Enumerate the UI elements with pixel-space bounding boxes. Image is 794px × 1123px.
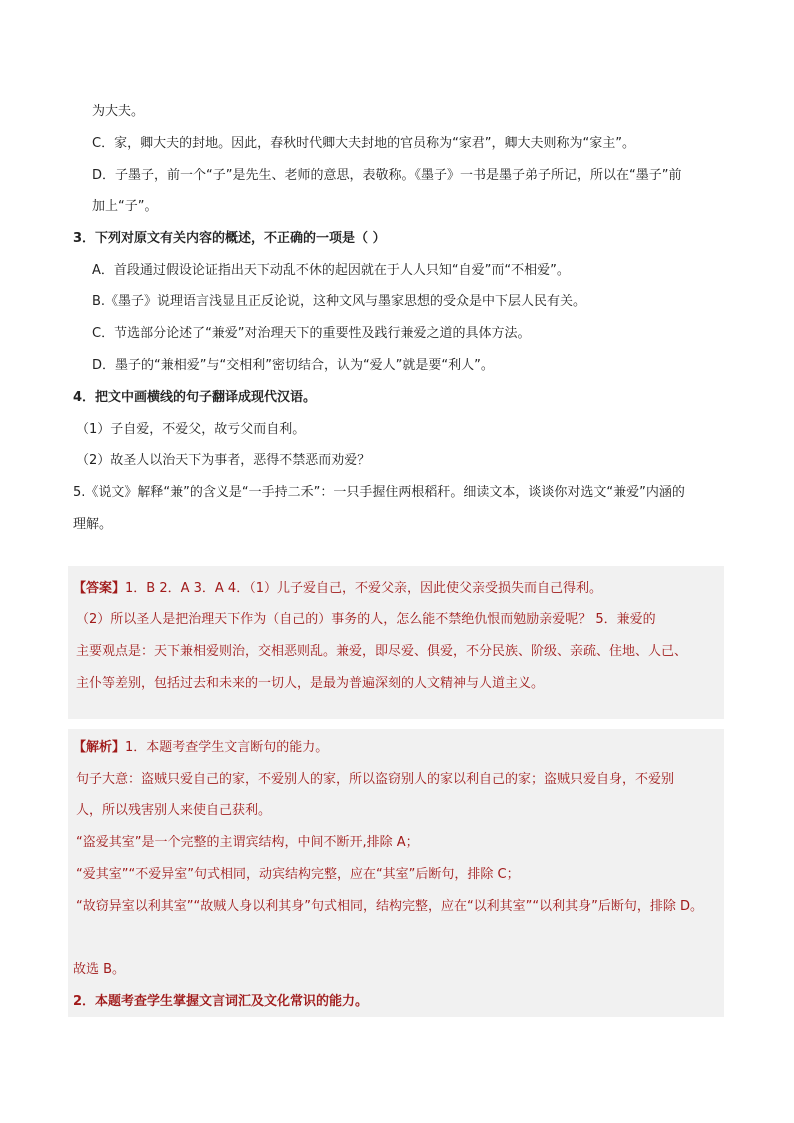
explanation-line1: [73, 740, 328, 756]
question-3-stem: 3．下列对原文有关内容的概述，不正确的一项是（ ）: [73, 231, 386, 246]
question-5-line1: 5.《说文》解释“兼”的含义是“一手持二禾”：一只手握住两根稻秆。细读文本，谈谈你对选文“兼爱”内涵的: [73, 485, 685, 500]
question-3-option-d: D．墨子的“兼相爱”与“交相利”密切结合，认为“爱人”就是要“利人”。: [92, 358, 494, 373]
question-3-option-c: C．节选部分论述了“兼爱”对治理天下的重要性及践行兼爱之道的具体方法。: [92, 326, 531, 341]
question-5-line2: 理解。: [73, 517, 113, 532]
answer-label: 【答案】: [73, 581, 126, 596]
explanation-line7: 故选 B。: [73, 962, 126, 977]
answer-line2: （2）所以圣人是把治理天下作为（自己的）事务的人，怎么能不禁绝仇恨而勉励亲爱呢？ 5．兼爱的: [76, 612, 656, 627]
explanation-line3: 人，所以残害别人来使自己获利。: [76, 803, 272, 818]
explanation-label: 【解析】: [73, 740, 126, 755]
question-3-option-b: B.《墨子》说理语言浅显且正反论说，这种文风与墨家思想的受众是中下层人民有关。: [92, 294, 587, 309]
answer-line3: 主要观点是：天下兼相爱则治，交相恶则乱。兼爱，即尽爱、俱爱，不分民族、阶级、亲疏、住地、人己、: [76, 644, 688, 659]
explanation-line1-text: 1．本题考查学生文言断句的能力。: [125, 740, 329, 755]
answer-line1: [73, 581, 602, 597]
option-b-continuation: 为大夫。: [92, 104, 145, 119]
explanation-line5: “爱其室”“不爱异室”句式相同，动宾结构完整，应在“其室”后断句，排除 C；: [76, 867, 520, 882]
question-4-sentence-1: （1）子自爱，不爱父，故亏父而自利。: [76, 422, 306, 437]
explanation-line6: “故窃异室以利其室”“故贼人身以利其身”句式相同，结构完整，应在“以利其室”“以利其身”后断句，排除 D。: [76, 899, 704, 914]
question-4-sentence-2: （2）故圣人以治天下为事者，恶得不禁恶而劝爱？: [76, 453, 371, 468]
explanation-line2: 句子大意：盗贼只爱自己的家，不爱别人的家，所以盗窃别人的家以利自己的家；盗贼只爱自身，不爱别: [76, 772, 675, 787]
option-c: C．家，卿大夫的封地。因此，春秋时代卿大夫封地的官员称为“家君”，卿大夫则称为“家主”。: [92, 136, 636, 151]
question-4-stem: 4．把文中画横线的句子翻译成现代汉语。: [73, 390, 317, 405]
explanation-line8: 2．本题考查学生掌握文言词汇及文化常识的能力。: [73, 994, 369, 1009]
option-d-line1: D．子墨子，前一个“子”是先生、老师的意思，表敬称。《墨子》一书是墨子弟子所记，所以在“墨子”前: [92, 168, 682, 183]
question-3-option-a: A．首段通过假设论证指出天下动乱不休的起因就在于人人只知“自爱”而“不相爱”。: [92, 263, 570, 278]
answer-line4: 主仆等差别，包括过去和未来的一切人，是最为普遍深刻的人文精神与人道主义。: [76, 676, 545, 691]
option-d-line2: 加上“子”。: [92, 199, 158, 214]
explanation-line4: “盗爱其室”是一个完整的主谓宾结构，中间不断开,排除 A；: [76, 835, 419, 850]
answer-line1-text: 1．B 2．A 3．A 4．（1）儿子爱自己，不爱父亲，因此使父亲受损失而自己得利。: [125, 581, 602, 596]
